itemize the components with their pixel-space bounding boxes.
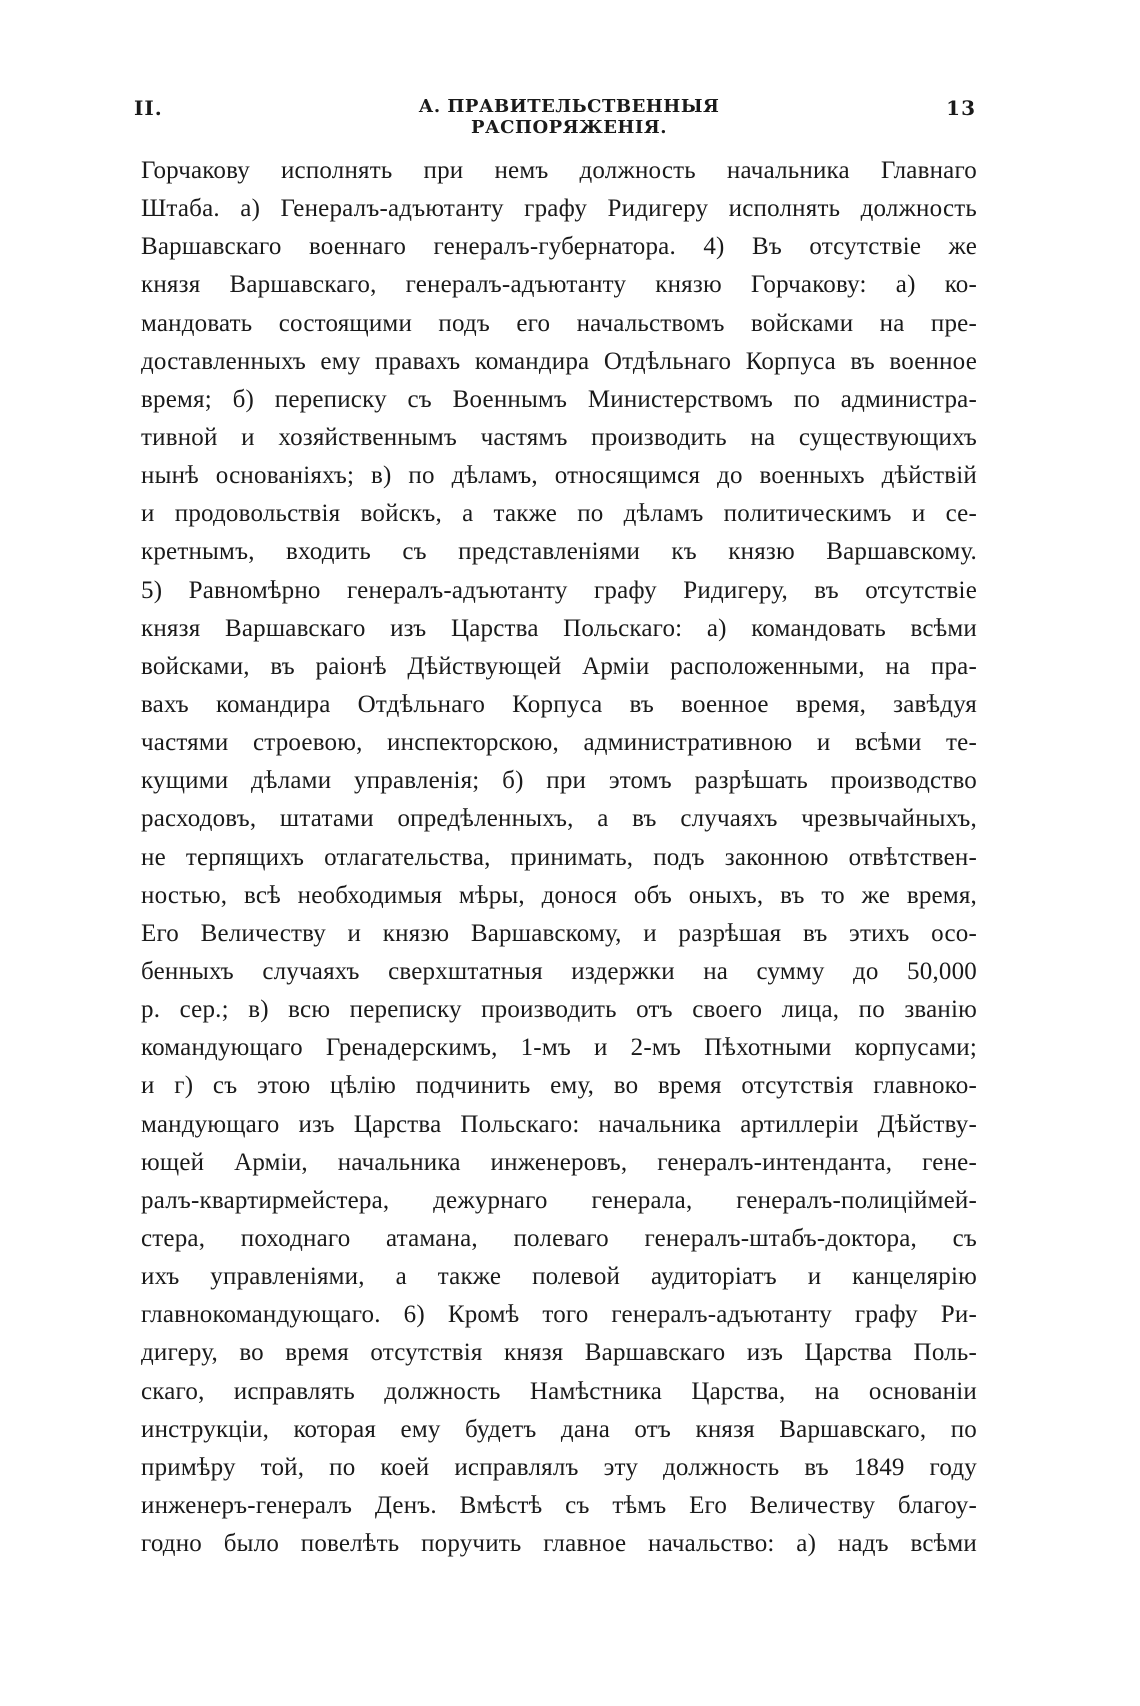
text-line: р. сер.; в) всю переписку производить отъ своего лица, по званію [141,996,977,1024]
text-line: главнокомандующаго. 6) Кромѣ того генералъ-адъютанту графу Ри- [141,1301,977,1329]
text-line: тивной и хозяйственнымъ частямъ производить на существующихъ [141,423,977,451]
body-text [141,152,977,1563]
text-line: и продовольствія войскъ, а также по дѣламъ политическимъ и се- [141,500,977,528]
text-line: князя Варшавскаго, генералъ-адъютанту князю Горчакову: а) ко- [141,271,977,299]
text-line: мандующаго изъ Царства Польскаго: начальника артиллеріи Дѣйству- [141,1110,977,1138]
text-line: ностью, всѣ необходимыя мѣры, донося объ оныхъ, въ то же время, [141,881,977,909]
text-line: ралъ-квартирмейстера, дежурнаго генерала, генералъ-полиціймей- [141,1186,977,1214]
text-line: инженеръ-генералъ Денъ. Вмѣстѣ съ тѣмъ Его Величеству благоу- [141,1491,977,1519]
text-line: командующаго Гренадерскимъ, 1-мъ и 2-мъ Пѣхотными корпусами; [141,1034,977,1062]
running-head [134,96,976,138]
text-line: инструкціи, которая ему будетъ дана отъ князя Варшавскаго, по [141,1415,977,1443]
text-line: кретнымъ, входить съ представленіями къ князю Варшавскому. [141,538,977,566]
text-line: нынѣ основаніяхъ; в) по дѣламъ, относящимся до военныхъ дѣйствій [141,462,977,490]
text-line: стера, походнаго атамана, полеваго генералъ-штабъ-доктора, съ [141,1224,977,1252]
text-line: войсками, въ раіонѣ Дѣйствующей Арміи расположенными, на пра- [141,652,977,680]
page-number: 13 [946,96,976,120]
text-line: дигеру, во время отсутствія князя Варшавскаго изъ Царства Поль- [141,1339,977,1367]
text-line: 5) Равномѣрно генералъ-адъютанту графу Ридигеру, въ отсутствіе [141,576,977,604]
text-line: Штаба. а) Генералъ-адъютанту графу Ридигеру исполнять должность [141,195,977,223]
text-line: ющей Арміи, начальника инженеровъ, генералъ-интенданта, гене- [141,1148,977,1176]
text-line: расходовъ, штатами опредѣленныхъ, а въ случаяхъ чрезвычайныхъ, [141,805,977,833]
text-line: бенныхъ случаяхъ сверхштатныя издержки на сумму до 50,000 [141,957,977,985]
section-number: II. [134,96,163,120]
text-line: доставленныхъ ему правахъ командира Отдѣльнаго Корпуса въ военное [141,347,977,375]
text-line: время; б) переписку съ Военнымъ Министерствомъ по администра- [141,385,977,413]
text-line: не терпящихъ отлагательства, принимать, подъ законною отвѣтствен- [141,843,977,871]
text-line: частями строевою, инспекторскою, административною и всѣми те- [141,729,977,757]
text-line: ихъ управленіями, а также полевой аудиторіатъ и канцелярію [141,1263,977,1291]
text-line: Горчакову исполнять при немъ должность начальника Главнаго [141,157,977,184]
text-line: Его Величеству и князю Варшавскому, и разрѣшая въ этихъ осо- [141,919,977,947]
text-line: годно было повелѣть поручить главное начальство: а) надъ всѣми [141,1530,977,1558]
text-line: князя Варшавскаго изъ Царства Польскаго: а) командовать всѣми [141,614,977,642]
text-line: и г) съ этою цѣлію подчинить ему, во время отсутствія главноко- [141,1072,977,1100]
text-line: вахъ командира Отдѣльнаго Корпуса въ военное время, завѣдуя [141,690,977,718]
text-line: мандовать состоящими подъ его начальствомъ войсками на пре- [141,309,977,337]
text-line: Варшавскаго военнаго генералъ-губернатора. 4) Въ отсутствіе же [141,233,977,261]
text-line: скаго, исправлять должность Намѣстника Царства, на основаніи [141,1377,977,1405]
running-title: А. ПРАВИТЕЛЬСТВЕННЫЯ РАСПОРЯЖЕНІЯ. [418,96,720,138]
text-line: примѣру той, по коей исправлялъ эту должность въ 1849 году [141,1453,977,1481]
text-line: кущими дѣлами управленія; б) при этомъ разрѣшать производство [141,767,977,795]
